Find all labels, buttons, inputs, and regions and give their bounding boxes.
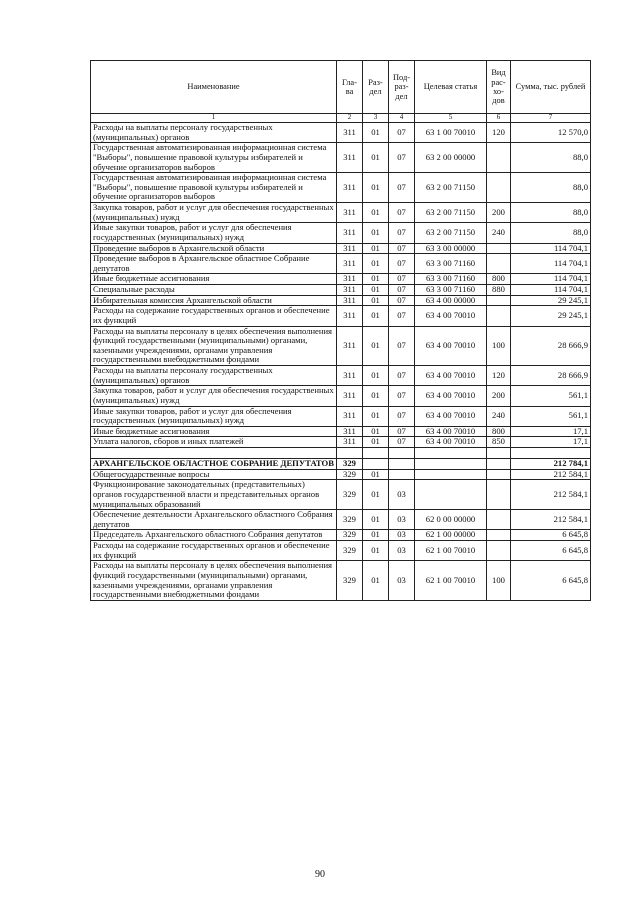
table-row bbox=[91, 123, 591, 143]
table-header-row bbox=[91, 61, 591, 114]
col-number: 6 bbox=[487, 114, 511, 123]
row-exp-type bbox=[487, 254, 511, 274]
row-chapter: 311 bbox=[337, 285, 363, 296]
row-name: Иные бюджетные ассигнования bbox=[91, 274, 337, 285]
row-name: Специальные расходы bbox=[91, 285, 337, 296]
row-target: 63 2 00 00000 bbox=[415, 143, 487, 173]
row-section: 01 bbox=[363, 561, 389, 601]
row-target: 62 1 00 70010 bbox=[415, 561, 487, 601]
row-amount: 6 645,8 bbox=[511, 541, 591, 561]
row-subsection: 07 bbox=[389, 426, 415, 437]
row-target: 63 1 00 70010 bbox=[415, 123, 487, 143]
table-row bbox=[91, 541, 591, 561]
row-target: 63 4 00 70010 bbox=[415, 366, 487, 386]
empty-cell bbox=[363, 448, 389, 459]
row-chapter: 329 bbox=[337, 469, 363, 480]
row-chapter: 311 bbox=[337, 203, 363, 223]
table-row bbox=[91, 469, 591, 480]
row-amount: 6 645,8 bbox=[511, 530, 591, 541]
row-target: 63 3 00 71160 bbox=[415, 274, 487, 285]
row-name: Расходы на выплаты персоналу государственных (муниципальных) органов bbox=[91, 123, 337, 143]
spacer-row bbox=[91, 448, 591, 459]
table-row bbox=[91, 437, 591, 448]
row-section: 01 bbox=[363, 541, 389, 561]
row-target: 63 4 00 70010 bbox=[415, 386, 487, 406]
row-chapter: 329 bbox=[337, 510, 363, 530]
table-row bbox=[91, 295, 591, 306]
row-name: Общегосударственные вопросы bbox=[91, 469, 337, 480]
row-section: 01 bbox=[363, 123, 389, 143]
table-row bbox=[91, 254, 591, 274]
col-number: 3 bbox=[363, 114, 389, 123]
row-exp-type bbox=[487, 243, 511, 254]
row-exp-type: 880 bbox=[487, 285, 511, 296]
row-subsection: 07 bbox=[389, 285, 415, 296]
row-name: Избирательная комиссия Архангельской области bbox=[91, 295, 337, 306]
row-section: 01 bbox=[363, 254, 389, 274]
row-section: 01 bbox=[363, 406, 389, 426]
row-target: 63 4 00 70010 bbox=[415, 437, 487, 448]
row-amount: 88,0 bbox=[511, 173, 591, 203]
table-row bbox=[91, 480, 591, 510]
row-target bbox=[415, 469, 487, 480]
col-number: 1 bbox=[91, 114, 337, 123]
table-row bbox=[91, 326, 591, 366]
budget-table bbox=[90, 60, 591, 601]
row-chapter: 311 bbox=[337, 406, 363, 426]
table-row bbox=[91, 510, 591, 530]
row-amount: 28 666,9 bbox=[511, 366, 591, 386]
table-row bbox=[91, 306, 591, 326]
table-body bbox=[91, 123, 591, 601]
empty-cell bbox=[337, 448, 363, 459]
row-name: Государственная автоматизированная информационная система "Выборы", повышение правовой культуры избирателей и обучение организаторов выборов bbox=[91, 173, 337, 203]
row-chapter: 311 bbox=[337, 123, 363, 143]
header-chapter: Гла-ва bbox=[337, 61, 363, 114]
row-section: 01 bbox=[363, 173, 389, 203]
row-name: Закупка товаров, работ и услуг для обеспечения государственных (муниципальных) нужд bbox=[91, 386, 337, 406]
row-exp-type: 120 bbox=[487, 366, 511, 386]
row-section: 01 bbox=[363, 306, 389, 326]
row-amount: 17,1 bbox=[511, 437, 591, 448]
row-target: 63 3 00 71160 bbox=[415, 285, 487, 296]
row-amount: 212 784,1 bbox=[511, 459, 591, 470]
table-row bbox=[91, 366, 591, 386]
row-name: Расходы на содержание государственных органов и обеспечение их функций bbox=[91, 306, 337, 326]
row-target: 63 4 00 70010 bbox=[415, 406, 487, 426]
row-name: Расходы на выплаты персоналу в целях обеспечения выполнения функций государственными (муниципальными) органами, казенными учреждениями, органами управления государственными внебюджетными фондами bbox=[91, 326, 337, 366]
table-row bbox=[91, 203, 591, 223]
row-section: 01 bbox=[363, 223, 389, 243]
row-section: 01 bbox=[363, 366, 389, 386]
row-name: Проведение выборов в Архангельской области bbox=[91, 243, 337, 254]
row-target bbox=[415, 480, 487, 510]
row-amount: 114 704,1 bbox=[511, 254, 591, 274]
row-exp-type: 200 bbox=[487, 386, 511, 406]
row-name: Расходы на выплаты персоналу государственных (муниципальных) органов bbox=[91, 366, 337, 386]
row-subsection: 07 bbox=[389, 254, 415, 274]
row-target: 62 0 00 00000 bbox=[415, 510, 487, 530]
table-row bbox=[91, 285, 591, 296]
row-amount: 6 645,8 bbox=[511, 561, 591, 601]
row-name: Расходы на выплаты персоналу в целях обеспечения выполнения функций государственными (муниципальными) органами, казенными учреждениями, органами управления государственными внебюджетными фондами bbox=[91, 561, 337, 601]
row-chapter: 311 bbox=[337, 173, 363, 203]
row-name: Расходы на содержание государственных органов и обеспечение их функций bbox=[91, 541, 337, 561]
row-amount: 561,1 bbox=[511, 406, 591, 426]
row-name: Иные бюджетные ассигнования bbox=[91, 426, 337, 437]
header-section: Раз-дел bbox=[363, 61, 389, 114]
row-amount: 212 584,1 bbox=[511, 510, 591, 530]
row-section: 01 bbox=[363, 386, 389, 406]
row-chapter: 311 bbox=[337, 223, 363, 243]
row-exp-type: 100 bbox=[487, 561, 511, 601]
row-subsection: 07 bbox=[389, 295, 415, 306]
row-subsection: 07 bbox=[389, 386, 415, 406]
row-name: Обеспечение деятельности Архангельского областного Собрания депутатов bbox=[91, 510, 337, 530]
row-exp-type: 120 bbox=[487, 123, 511, 143]
row-subsection: 07 bbox=[389, 366, 415, 386]
row-section: 01 bbox=[363, 295, 389, 306]
row-subsection bbox=[389, 469, 415, 480]
header-name: Наименование bbox=[91, 61, 337, 114]
row-subsection: 07 bbox=[389, 274, 415, 285]
empty-cell bbox=[511, 448, 591, 459]
row-subsection: 03 bbox=[389, 541, 415, 561]
empty-cell bbox=[487, 448, 511, 459]
row-chapter: 329 bbox=[337, 530, 363, 541]
row-amount: 29 245,1 bbox=[511, 306, 591, 326]
row-chapter: 311 bbox=[337, 386, 363, 406]
row-name: Председатель Архангельского областного Собрания депутатов bbox=[91, 530, 337, 541]
row-target: 63 2 00 71150 bbox=[415, 203, 487, 223]
row-amount: 28 666,9 bbox=[511, 326, 591, 366]
row-name: Проведение выборов в Архангельское областное Собрание депутатов bbox=[91, 254, 337, 274]
table-row bbox=[91, 223, 591, 243]
row-subsection: 07 bbox=[389, 437, 415, 448]
row-amount: 88,0 bbox=[511, 203, 591, 223]
row-name: Уплата налогов, сборов и иных платежей bbox=[91, 437, 337, 448]
row-subsection: 03 bbox=[389, 530, 415, 541]
row-chapter: 311 bbox=[337, 366, 363, 386]
row-exp-type bbox=[487, 541, 511, 561]
row-section: 01 bbox=[363, 469, 389, 480]
row-subsection: 07 bbox=[389, 123, 415, 143]
row-amount: 88,0 bbox=[511, 143, 591, 173]
row-exp-type bbox=[487, 469, 511, 480]
row-subsection: 07 bbox=[389, 326, 415, 366]
row-section: 01 bbox=[363, 203, 389, 223]
row-exp-type: 200 bbox=[487, 203, 511, 223]
row-target: 63 3 00 00000 bbox=[415, 243, 487, 254]
empty-cell bbox=[389, 448, 415, 459]
row-subsection: 07 bbox=[389, 173, 415, 203]
header-exp-type: Вид рас-хо-дов bbox=[487, 61, 511, 114]
table-row bbox=[91, 530, 591, 541]
table-row bbox=[91, 173, 591, 203]
row-chapter: 311 bbox=[337, 274, 363, 285]
table-row bbox=[91, 459, 591, 470]
row-target: 63 4 00 70010 bbox=[415, 306, 487, 326]
row-chapter: 311 bbox=[337, 306, 363, 326]
row-subsection: 03 bbox=[389, 510, 415, 530]
row-chapter: 311 bbox=[337, 295, 363, 306]
row-name: АРХАНГЕЛЬСКОЕ ОБЛАСТНОЕ СОБРАНИЕ ДЕПУТАТОВ bbox=[91, 459, 337, 470]
row-subsection: 03 bbox=[389, 480, 415, 510]
row-target: 63 4 00 00000 bbox=[415, 295, 487, 306]
row-chapter: 311 bbox=[337, 437, 363, 448]
row-amount: 561,1 bbox=[511, 386, 591, 406]
col-number: 4 bbox=[389, 114, 415, 123]
table-row bbox=[91, 274, 591, 285]
row-chapter: 311 bbox=[337, 326, 363, 366]
col-number: 5 bbox=[415, 114, 487, 123]
row-subsection: 07 bbox=[389, 143, 415, 173]
row-subsection: 07 bbox=[389, 203, 415, 223]
row-target: 63 2 00 71150 bbox=[415, 223, 487, 243]
row-target: 63 4 00 70010 bbox=[415, 426, 487, 437]
row-section: 01 bbox=[363, 437, 389, 448]
table-row bbox=[91, 426, 591, 437]
row-chapter: 311 bbox=[337, 243, 363, 254]
row-exp-type bbox=[487, 173, 511, 203]
row-target: 63 2 00 71150 bbox=[415, 173, 487, 203]
row-chapter: 311 bbox=[337, 254, 363, 274]
row-amount: 114 704,1 bbox=[511, 274, 591, 285]
row-exp-type: 850 bbox=[487, 437, 511, 448]
row-section: 01 bbox=[363, 480, 389, 510]
row-section: 01 bbox=[363, 510, 389, 530]
table-row bbox=[91, 143, 591, 173]
table-row bbox=[91, 561, 591, 601]
row-exp-type bbox=[487, 459, 511, 470]
row-name: Иные закупки товаров, работ и услуг для обеспечения государственных (муниципальных) нужд bbox=[91, 406, 337, 426]
row-exp-type bbox=[487, 530, 511, 541]
row-subsection: 07 bbox=[389, 306, 415, 326]
row-section: 01 bbox=[363, 143, 389, 173]
row-section: 01 bbox=[363, 285, 389, 296]
row-target: 63 4 00 70010 bbox=[415, 326, 487, 366]
col-number: 2 bbox=[337, 114, 363, 123]
row-amount: 114 704,1 bbox=[511, 285, 591, 296]
empty-cell bbox=[91, 448, 337, 459]
empty-cell bbox=[415, 448, 487, 459]
row-amount: 17,1 bbox=[511, 426, 591, 437]
row-amount: 212 584,1 bbox=[511, 469, 591, 480]
row-amount: 114 704,1 bbox=[511, 243, 591, 254]
row-chapter: 311 bbox=[337, 143, 363, 173]
row-name: Функционирование законодательных (представительных) органов государственной власти и представительных органов муниципальных образований bbox=[91, 480, 337, 510]
row-exp-type bbox=[487, 295, 511, 306]
row-subsection: 07 bbox=[389, 223, 415, 243]
row-chapter: 329 bbox=[337, 480, 363, 510]
row-exp-type: 800 bbox=[487, 426, 511, 437]
header-subsection: Под-раз-дел bbox=[389, 61, 415, 114]
row-exp-type bbox=[487, 480, 511, 510]
row-amount: 12 570,0 bbox=[511, 123, 591, 143]
row-target: 63 3 00 71160 bbox=[415, 254, 487, 274]
row-exp-type: 240 bbox=[487, 223, 511, 243]
page-number: 90 bbox=[315, 869, 325, 880]
row-section: 01 bbox=[363, 530, 389, 541]
header-amount: Сумма, тыс. рублей bbox=[511, 61, 591, 114]
row-name: Государственная автоматизированная информационная система "Выборы", повышение правовой культуры избирателей и обучение организаторов выборов bbox=[91, 143, 337, 173]
row-target bbox=[415, 459, 487, 470]
row-section: 01 bbox=[363, 243, 389, 254]
row-target: 62 1 00 00000 bbox=[415, 530, 487, 541]
row-chapter: 329 bbox=[337, 561, 363, 601]
row-subsection: 07 bbox=[389, 243, 415, 254]
row-name: Иные закупки товаров, работ и услуг для обеспечения государственных (муниципальных) нужд bbox=[91, 223, 337, 243]
row-chapter: 329 bbox=[337, 541, 363, 561]
row-amount: 29 245,1 bbox=[511, 295, 591, 306]
row-subsection: 03 bbox=[389, 561, 415, 601]
row-exp-type: 240 bbox=[487, 406, 511, 426]
row-chapter: 311 bbox=[337, 426, 363, 437]
table-row bbox=[91, 386, 591, 406]
row-exp-type: 800 bbox=[487, 274, 511, 285]
row-subsection bbox=[389, 459, 415, 470]
row-exp-type bbox=[487, 143, 511, 173]
table-row bbox=[91, 243, 591, 254]
row-exp-type bbox=[487, 510, 511, 530]
row-section bbox=[363, 459, 389, 470]
row-name: Закупка товаров, работ и услуг для обеспечения государственных (муниципальных) нужд bbox=[91, 203, 337, 223]
table-row bbox=[91, 406, 591, 426]
row-amount: 212 584,1 bbox=[511, 480, 591, 510]
row-subsection: 07 bbox=[389, 406, 415, 426]
row-target: 62 1 00 70010 bbox=[415, 541, 487, 561]
row-exp-type: 100 bbox=[487, 326, 511, 366]
header-target: Целевая статья bbox=[415, 61, 487, 114]
row-amount: 88,0 bbox=[511, 223, 591, 243]
row-section: 01 bbox=[363, 326, 389, 366]
row-section: 01 bbox=[363, 426, 389, 437]
row-chapter: 329 bbox=[337, 459, 363, 470]
row-exp-type bbox=[487, 306, 511, 326]
row-section: 01 bbox=[363, 274, 389, 285]
col-number: 7 bbox=[511, 114, 591, 123]
